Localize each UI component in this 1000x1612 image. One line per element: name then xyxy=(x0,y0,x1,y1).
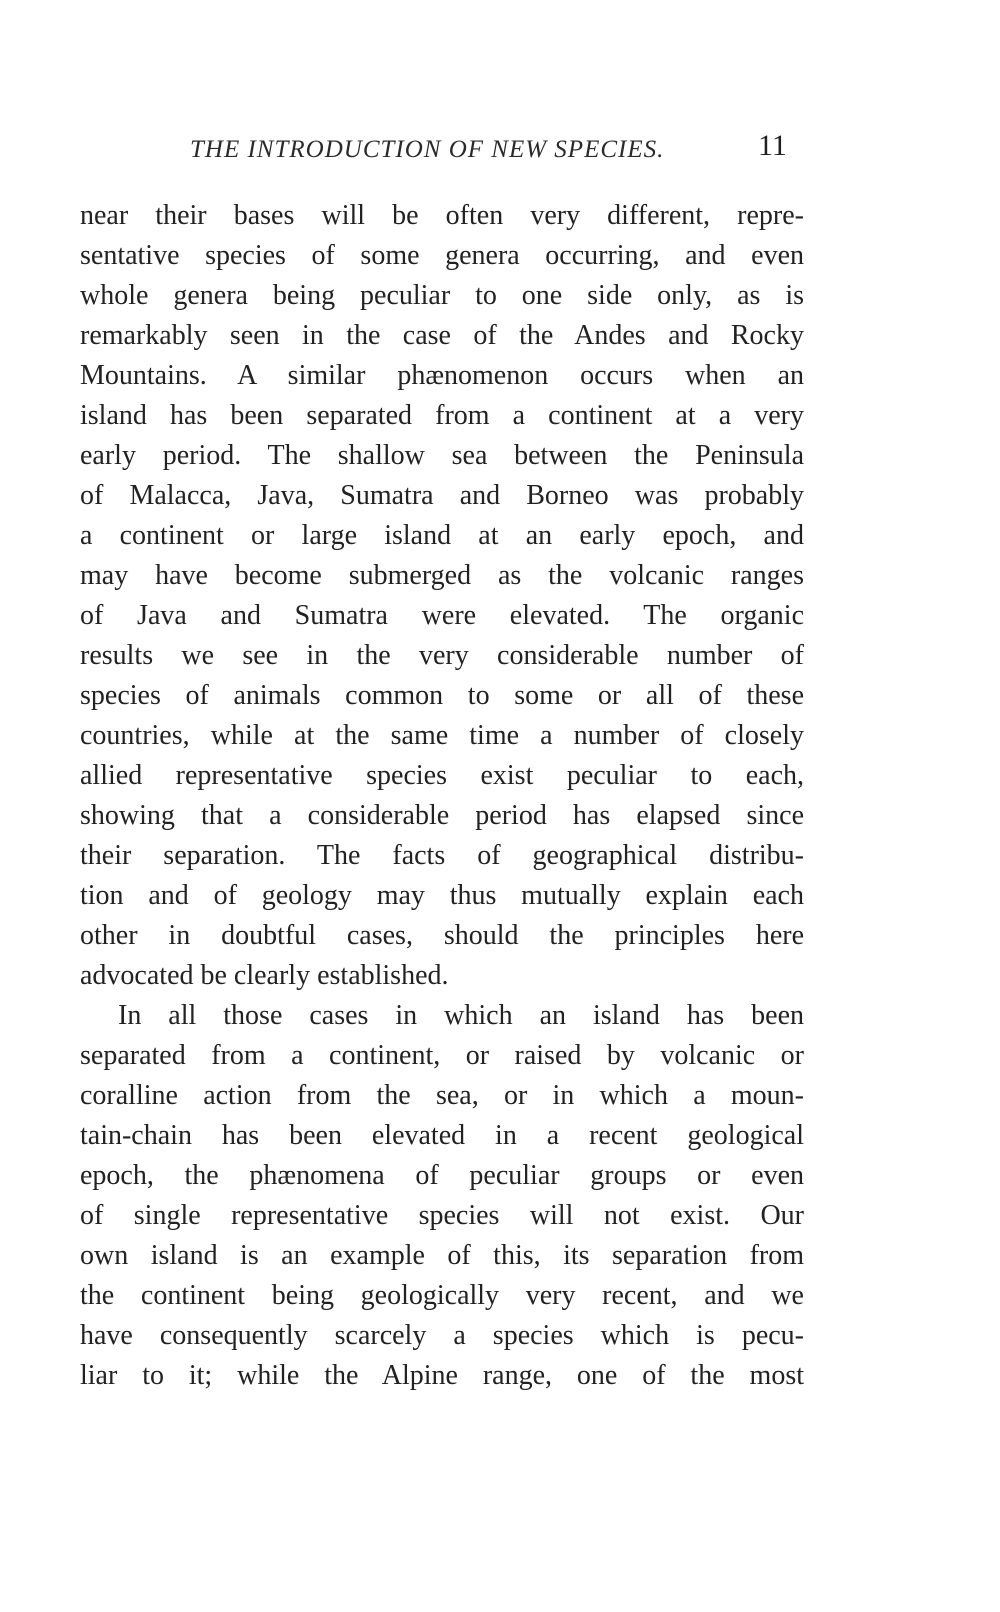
text-line: epoch, the phænomena of peculiar groups or even xyxy=(80,1160,804,1191)
text-line: have consequently scarcely a species which is pecu- xyxy=(80,1320,804,1351)
text-line: tain-chain has been elevated in a recent geological xyxy=(80,1120,804,1151)
text-line: Mountains. A similar phænomenon occurs when an xyxy=(80,360,804,391)
text-line: whole genera being peculiar to one side only, as is xyxy=(80,280,804,311)
text-line: allied representative species exist peculiar to each, xyxy=(80,760,804,791)
text-line: near their bases will be often very different, repre- xyxy=(80,200,804,231)
text-line: their separation. The facts of geographical distribu- xyxy=(80,840,804,871)
text-line: tion and of geology may thus mutually explain each xyxy=(80,880,804,911)
text-line: In all those cases in which an island has been xyxy=(118,1000,804,1031)
text-line: of single representative species will not exist. Our xyxy=(80,1200,804,1231)
body-text xyxy=(80,196,804,1396)
text-line: species of animals common to some or all of these xyxy=(80,680,804,711)
text-line: early period. The shallow sea between the Peninsula xyxy=(80,440,804,471)
paragraph-new xyxy=(80,996,804,1396)
text-line: results we see in the very considerable number of xyxy=(80,640,804,671)
text-line: remarkably seen in the case of the Andes and Rocky xyxy=(80,320,804,351)
text-line: liar to it; while the Alpine range, one of the most xyxy=(80,1360,804,1391)
text-line: of Malacca, Java, Sumatra and Borneo was probably xyxy=(80,480,804,511)
text-line: sentative species of some genera occurring, and even xyxy=(80,240,804,271)
running-title: THE INTRODUCTION OF NEW SPECIES. xyxy=(190,136,665,163)
text-line: advocated be clearly established. xyxy=(80,960,449,991)
text-line: island has been separated from a continent at a very xyxy=(80,400,804,431)
text-line: a continent or large island at an early epoch, and xyxy=(80,520,804,551)
page-number: 11 xyxy=(758,129,787,162)
text-line: separated from a continent, or raised by volcanic or xyxy=(80,1040,804,1071)
text-line: of Java and Sumatra were elevated. The organic xyxy=(80,600,804,631)
text-line: countries, while at the same time a number of closely xyxy=(80,720,804,751)
text-line: may have become submerged as the volcanic ranges xyxy=(80,560,804,591)
text-line: the continent being geologically very recent, and we xyxy=(80,1280,804,1311)
text-line: showing that a considerable period has elapsed since xyxy=(80,800,804,831)
text-line: other in doubtful cases, should the principles here xyxy=(80,920,804,951)
text-line: own island is an example of this, its separation from xyxy=(80,1240,804,1271)
text-line: coralline action from the sea, or in which a moun- xyxy=(80,1080,804,1111)
paragraph-continued xyxy=(80,196,804,996)
